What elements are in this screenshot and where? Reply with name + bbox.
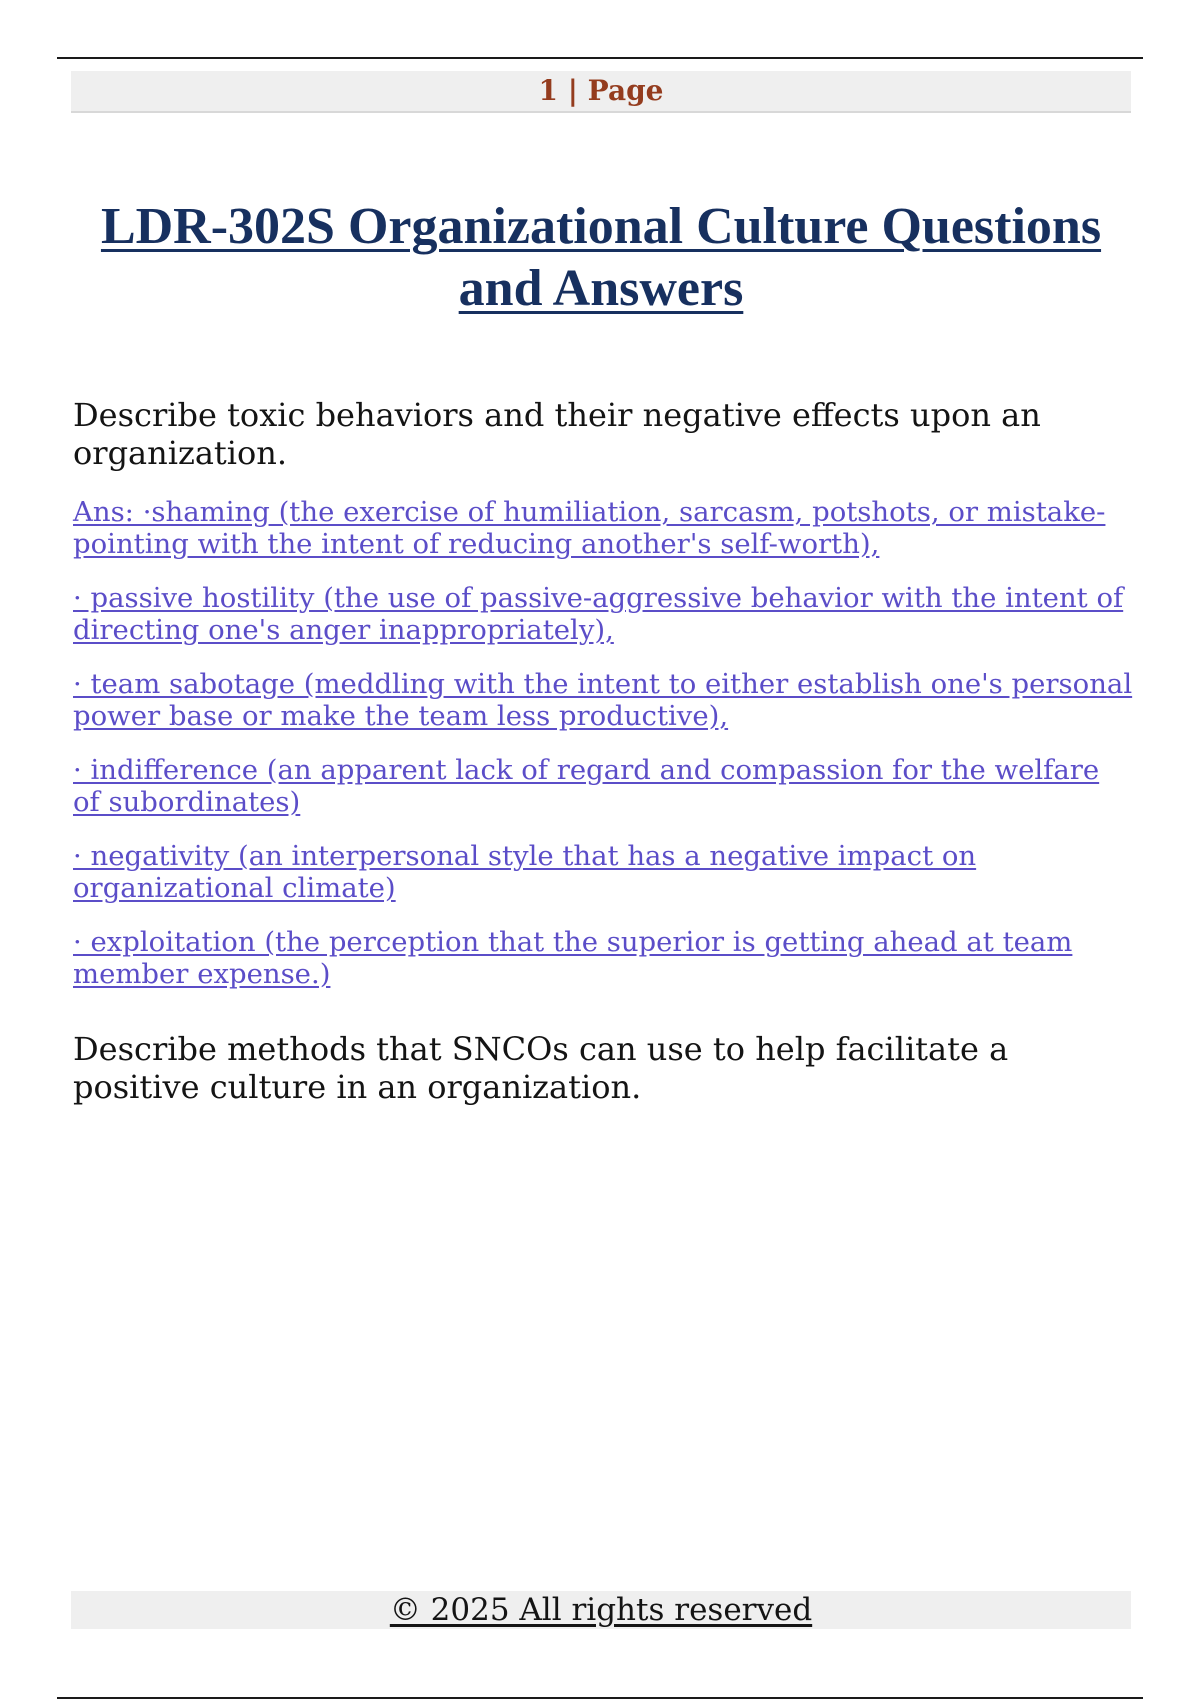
copyright-text: © 2025 All rights reserved [389, 1592, 813, 1628]
page-header [71, 71, 1131, 113]
page-number-label: 1 | Page [538, 74, 664, 107]
question-positive-culture: Describe methods that SNCOs can use to help facilitate a positive culture in an organization. [73, 1030, 1009, 1106]
top-rule [57, 57, 1143, 59]
page-footer [71, 1591, 1131, 1629]
document-body [73, 396, 1133, 1106]
answer-item-negativity[interactable]: · negativity (an interpersonal style that has a negative impact on organizational climate) [73, 840, 977, 904]
question-toxic-behaviors: Describe toxic behaviors and their negative effects upon an organization. [73, 396, 1041, 472]
document-title: LDR-302S Organizational Culture Questions and Answers [100, 198, 1102, 317]
answer-item-indifference[interactable]: · indifference (an apparent lack of regard and compassion for the welfare of subordinates) [73, 754, 1100, 818]
answer-item-exploitation[interactable]: · exploitation (the perception that the superior is getting ahead at team member expense.) [73, 926, 1073, 990]
answer-item-team-sabotage[interactable]: · team sabotage (meddling with the intent to either establish one's personal power base or make the team less productive), [73, 668, 1133, 732]
answer-item-shaming[interactable]: Ans: ·shaming (the exercise of humiliation, sarcasm, potshots, or mistake-pointing with the intent of reducing another's self-worth), [73, 496, 1106, 560]
bottom-rule [57, 1697, 1143, 1699]
answer-list [73, 496, 1133, 990]
answer-item-passive-hostility[interactable]: · passive hostility (the use of passive-aggressive behavior with the intent of directing one's anger inappropriately), [73, 582, 1124, 646]
